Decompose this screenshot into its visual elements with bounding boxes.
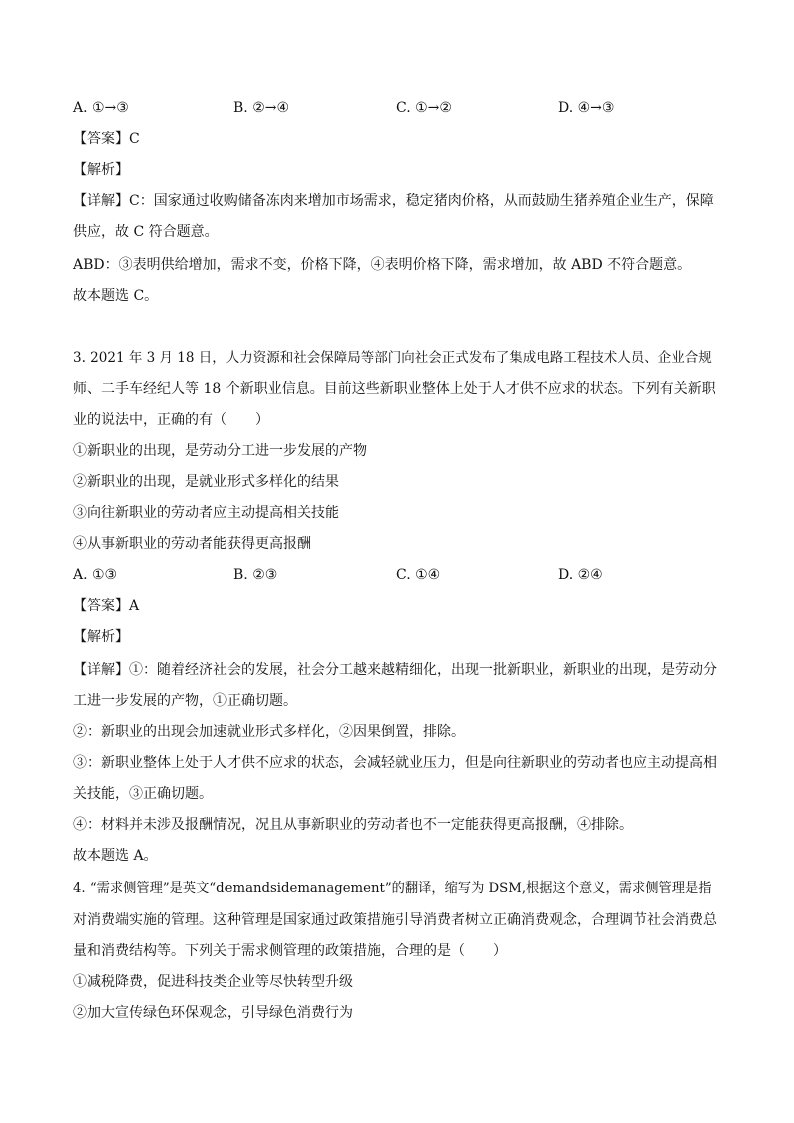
q3-detail-line: 【详解】①：随着经济社会的发展，社会分工越来越精细化，出现一批新职业，新职业的出现，是劳动分: [73, 662, 717, 678]
q4-stem-line: 对消费端实施的管理。这种管理是国家通过政策措施引导消费者树立正确消费观念，合理调节社会消费总: [73, 912, 717, 928]
q3-statement-4: ④从事新职业的劳动者能获得更高报酬: [73, 536, 311, 552]
q2-detail-line: ABD：③表明供给增加，需求不变，价格下降，④表明价格下降，需求增加，故 ABD 不符合题意。: [73, 257, 692, 273]
q4-stem-line: 4. “需求侧管理”是英文“demandsidemanagement”的翻译，缩写为 DSM,根据这个意义，需求侧管理是指: [73, 881, 712, 896]
q3-detail-line: ④：材料并未涉及报酬情况，况且从事新职业的劳动者也不一定能获得更高报酬，④排除。: [73, 817, 633, 833]
q3-option-d: D. ②④: [558, 567, 603, 583]
q3-detail-line: 关技能，③正确切题。: [73, 786, 213, 802]
q2-option-b: B. ②→④: [233, 100, 290, 116]
q3-detail-line: 工进一步发展的产物，①正确切题。: [73, 693, 297, 709]
answer-value: A: [129, 598, 140, 614]
q4-stem-line: 量和消费结构等。下列关于需求侧管理的政策措施，合理的是（ ）: [73, 943, 507, 959]
q2-option-a: A. ①→③: [73, 100, 129, 116]
q2-detail-line: 故本题选 C。: [73, 288, 159, 304]
q3-statement-3: ③向往新职业的劳动者应主动提高相关技能: [73, 505, 339, 521]
q2-analysis-label: 【解析】: [73, 162, 129, 178]
q2-option-c: C. ①→②: [396, 100, 452, 116]
q3-answer: [73, 596, 139, 616]
q2-option-d: D. ④→③: [558, 100, 615, 116]
answer-label: 【答案】: [73, 131, 129, 147]
q2-detail-line: 【详解】C：国家通过收购储备冻肉来增加市场需求，稳定猪肉价格，从而鼓励生猪养殖企业生产，保障: [73, 193, 714, 209]
q3-option-c: C. ①④: [396, 567, 441, 583]
answer-value: C: [129, 131, 140, 147]
q2-answer: [73, 129, 140, 149]
q3-detail-line: 故本题选 A。: [73, 848, 158, 864]
q3-option-a: A. ①③: [73, 567, 118, 583]
q4-statement-2: ②加大宣传绿色环保观念，引导绿色消费行为: [73, 1005, 353, 1021]
q3-analysis-label: 【解析】: [73, 629, 129, 645]
q3-detail-line: ③：新职业整体上处于人才供不应求的状态，会减轻就业压力，但是向往新职业的劳动者也应主动提高相: [73, 755, 717, 771]
q2-detail-line: 供应，故 C 符合题意。: [73, 224, 219, 240]
q3-statement-2: ②新职业的出现，是就业形式多样化的结果: [73, 474, 339, 490]
q3-detail-line: ②：新职业的出现会加速就业形式多样化，②因果倒置，排除。: [73, 724, 465, 740]
answer-label: 【答案】: [73, 598, 129, 614]
q4-statement-1: ①减税降费，促进科技类企业等尽快转型升级: [73, 974, 353, 990]
q3-option-b: B. ②③: [233, 567, 278, 583]
q3-stem-line: 3. 2021 年 3 月 18 日，人力资源和社会保障局等部门向社会正式发布了集成电路工程技术人员、企业合规: [73, 350, 712, 366]
q3-stem-line: 师、二手车经纪人等 18 个新职业信息。目前这些新职业整体上处于人才供不应求的状态。下列有关新职: [73, 381, 716, 397]
q3-stem-line: 业的说法中，正确的有（ ）: [73, 412, 269, 428]
q3-statement-1: ①新职业的出现，是劳动分工进一步发展的产物: [73, 443, 367, 459]
